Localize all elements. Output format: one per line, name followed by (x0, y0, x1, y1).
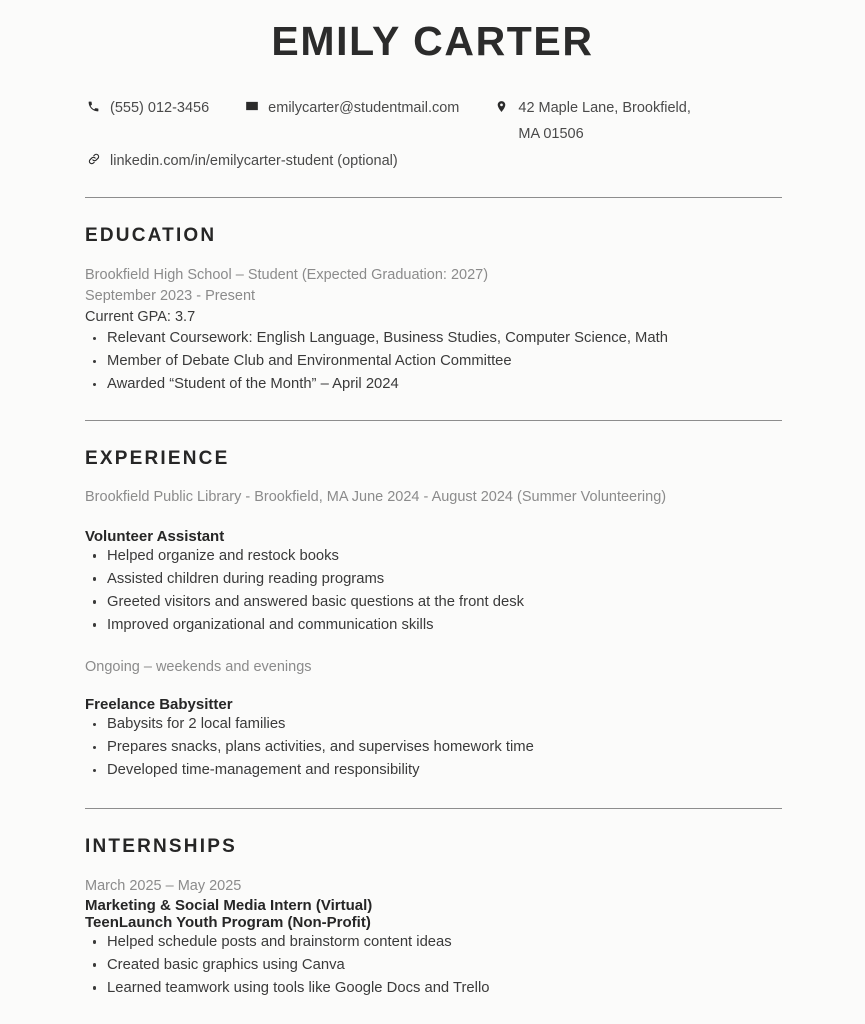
list-item: Prepares snacks, plans activities, and supervises homework time (85, 736, 780, 759)
contact-email[interactable] (243, 96, 459, 121)
list-item: Member of Debate Club and Environmental Action Committee (85, 350, 780, 373)
section-title-education: EDUCATION (85, 225, 217, 247)
page-title: EMILY CARTER (271, 18, 594, 64)
section-title-internships: INTERNSHIPS (85, 836, 237, 858)
contact-address-text: 42 Maple Lane, Brookfield, MA 01506 (518, 100, 691, 142)
contact-linkedin[interactable] (85, 149, 398, 174)
list-item: Relevant Coursework: English Language, Business Studies, Computer Science, Math (85, 327, 780, 350)
list-item: Helped schedule posts and brainstorm content ideas (85, 931, 780, 954)
education-school: Brookfield High School – Student (Expected Graduation: 2027) (85, 267, 489, 284)
list-item: Babysits for 2 local families (85, 713, 780, 736)
divider-education (85, 420, 782, 421)
divider-experience (85, 808, 782, 809)
contact-block (85, 96, 780, 174)
contact-row-secondary (85, 149, 780, 174)
list-item: Awarded “Student of the Month” – April 2024 (85, 373, 780, 396)
list-item: Helped organize and restock books (85, 545, 780, 568)
section-title-experience: EXPERIENCE (85, 448, 230, 470)
contact-phone-text: (555) 012-3456 (110, 100, 210, 117)
list-item: Greeted visitors and answered basic questions at the front desk (85, 591, 780, 614)
contact-email-text: emilycarter@studentmail.com (268, 100, 460, 117)
experience-role-volunteer-assistant: Volunteer Assistant (85, 527, 225, 545)
envelope-icon (243, 96, 260, 116)
education-dates: September 2023 - Present (85, 288, 256, 304)
internship-dates: March 2025 – May 2025 (85, 878, 242, 895)
internship-bullet-list (85, 931, 780, 1000)
contact-phone[interactable] (85, 96, 209, 121)
link-icon (85, 149, 102, 169)
phone-icon (85, 96, 102, 116)
divider-header (85, 197, 782, 198)
list-item: Improved organizational and communication skills (85, 614, 780, 637)
experience-role2-bullet-list (85, 713, 780, 782)
experience-org-line: Brookfield Public Library - Brookfield, MA June 2024 - August 2024 (Summer Volunteering) (85, 489, 667, 506)
education-bullet-list (85, 327, 780, 396)
education-gpa: Current GPA: 3.7 (85, 308, 196, 325)
internship-organization: TeenLaunch Youth Program (Non-Profit) (85, 913, 371, 931)
list-item: Assisted children during reading programs (85, 568, 780, 591)
list-item: Learned teamwork using tools like Google Docs and Trello (85, 977, 780, 1000)
contact-address (493, 96, 708, 147)
experience-role2-dates: Ongoing – weekends and evenings (85, 658, 312, 675)
contact-row-primary (85, 96, 780, 147)
internship-role: Marketing & Social Media Intern (Virtual) (85, 896, 373, 914)
experience-role1-bullet-list (85, 545, 780, 637)
map-pin-icon (493, 96, 510, 116)
list-item: Created basic graphics using Canva (85, 954, 780, 977)
list-item: Developed time-management and responsibility (85, 759, 780, 782)
experience-role-freelance-babysitter: Freelance Babysitter (85, 696, 233, 714)
contact-linkedin-text: linkedin.com/in/emilycarter-student (optional) (110, 152, 398, 169)
